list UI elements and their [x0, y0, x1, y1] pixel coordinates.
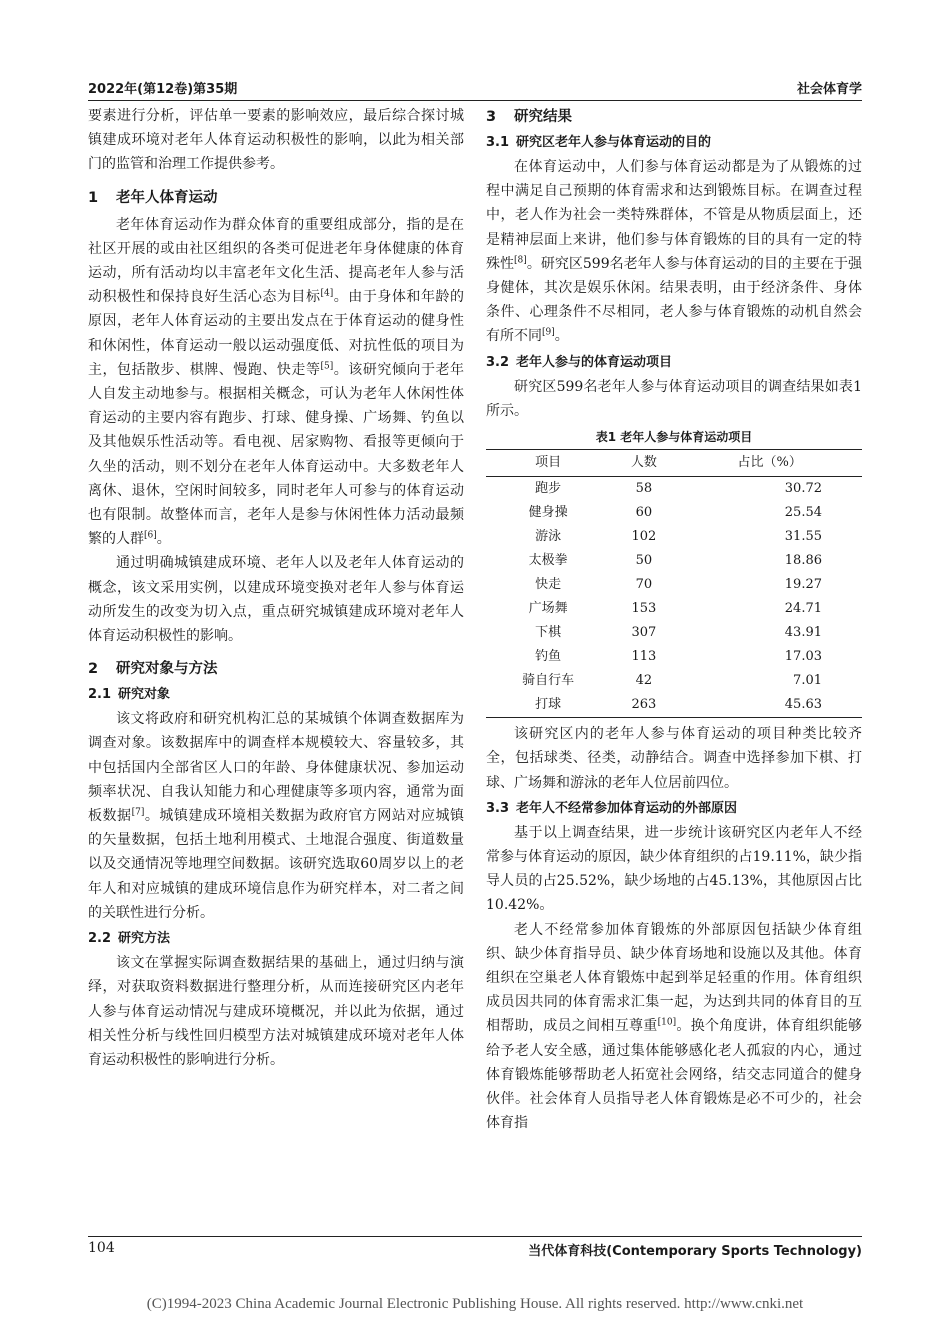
cell-item: 太极拳 [528, 553, 568, 569]
table-caption: 表1 老年人参与体育运动项目 [595, 430, 753, 445]
cell-count: 70 [635, 577, 653, 593]
cell-count: 102 [631, 529, 657, 545]
section-3-2-paragraph: 研究区599名老年人参与体育运动项目的调查结果如表1所示。 [486, 378, 862, 419]
cell-item: 下棋 [535, 625, 562, 641]
cell-item: 快走 [535, 577, 562, 593]
left-column [88, 104, 464, 1072]
running-header [88, 78, 862, 101]
section-name: 社会体育学 [796, 82, 862, 97]
citation: [10] [657, 1017, 677, 1028]
cell-item: 广场舞 [528, 601, 568, 617]
cell-count: 263 [631, 697, 657, 713]
cell-item: 骑自行车 [522, 673, 575, 689]
citation: [8] [514, 255, 527, 266]
cell-count: 153 [631, 601, 657, 617]
journal-name: 当代体育科技(Contemporary Sports Technology) [528, 1244, 862, 1259]
section-2-2-paragraph: 该文在掌握实际调查数据结果的基础上，通过归纳与演绎，对获取资料数据进行整理分析，从而连接研究区内老年人参与体育运动情况与建成环境概况，并以此为依据，通过相关性分析与线性回归模型方法对城镇建成环境对老年人体育运动积极性的影响进行分析。 [88, 955, 464, 1068]
right-column [486, 104, 862, 1135]
table-row [486, 477, 862, 502]
table-row [486, 501, 862, 525]
cell-percent: 7.01 [793, 673, 822, 689]
cell-percent: 19.27 [784, 577, 822, 593]
cell-count: 50 [635, 553, 653, 569]
cell-item: 打球 [535, 697, 562, 713]
cell-percent: 30.72 [784, 481, 822, 497]
table-row [486, 573, 862, 597]
sports-table [486, 449, 862, 718]
cell-count: 58 [635, 481, 653, 497]
section-3-heading: 3 研究结果 [486, 109, 572, 125]
cell-count: 307 [631, 625, 657, 641]
cell-item: 钓鱼 [535, 649, 562, 665]
citation: [7] [131, 807, 145, 818]
cell-percent: 17.03 [784, 649, 822, 665]
section-1-heading: 1 老年人体育运动 [88, 189, 218, 206]
column-header-percent: 占比（%） [677, 450, 862, 477]
citation: [4] [320, 288, 334, 299]
table-row [486, 525, 862, 549]
section-3-3-paragraph-2: 老人不经常参加体育锻炼的外部原因包括缺少体育组织、缺少体育指导员、缺少体育场地和设施以及其他。体育组织在空巢老人体育锻炼中起到举足轻重的作用。体育组织成员因共同的体育需求汇集一起，为达到共同的体育目的互相帮助，成员之间相互尊重[10]。换个角度讲，体育组织能够给予老人安全感，通过集体能够感化老人孤寂的内心，通过体育锻炼能够帮助老人拓宽社会网络，结交志同道合的健身伙伴。社会体育人员指导老人体育锻炼是必不可少的，社会体育指 [486, 921, 863, 1132]
table-header-row [486, 450, 862, 477]
table-row [486, 669, 862, 693]
copyright-notice: (C)1994-2023 China Academic Journal Electronic Publishing House. All rights reserved. http://www.cnki.net [146, 1296, 804, 1312]
cell-count: 42 [635, 673, 653, 689]
table-row [486, 597, 862, 621]
section-1-paragraph-1: 老年体育运动作为群众体育的重要组成部分，指的是在社区开展的或由社区组织的各类可促进老年身体健康的体育运动，所有活动均以丰富老年文化生活、提高老年人参与活动积极性和保持良好生活心态为目标[4]。由于身体和年龄的原因，老年人体育运动的主要出发点在于体育运动的健身性和休闲性，体育运动一般以运动强度低、对抗性低的项目为主，包括散步、棋牌、慢跑、快走等[5]。该研究倾向于老年人自发主动地参与。根据相关概念，可认为老年人休闲性体育运动的主要内容有跑步、打球、健身操、广场舞、钓鱼以及其他娱乐性活动等。看电视、居家购物、看报等更倾向于久坐的活动，则不划分在老年人体育运动中。大多数老年人离休、退休，空闲时间较多，同时老年人可参与的体育运动也有限制。故整体而言，老年人是参与休闲性体力活动最频繁的人群[6]。 [88, 216, 465, 548]
cell-percent: 25.54 [784, 505, 822, 521]
table-row [486, 645, 862, 669]
page-number: 104 [88, 1240, 115, 1256]
column-header-item: 项目 [486, 450, 610, 477]
table-row [486, 693, 862, 718]
section-2-1-heading: 2.1 研究对象 [88, 687, 171, 703]
cell-percent: 45.63 [784, 697, 822, 713]
section-3-1-heading: 3.1 研究区老年人参与体育运动的目的 [486, 135, 712, 150]
section-3-3-paragraph-1: 基于以上调查结果，进一步统计该研究区内老年人不经常参与体育运动的原因，缺少体育组织的占19.11%，缺少指导人员的占25.52%，缺少场地的占45.13%，其他原因占比10.42%。 [486, 824, 862, 914]
intro-continuation: 要素进行分析，评估单一要素的影响效应，最后综合探讨城镇建成环境对老年人体育运动积极性的影响，以此为相关部门的监管和治理工作提供参考。 [88, 108, 464, 173]
section-3-2-heading: 3.2 老年人参与的体育运动项目 [486, 354, 673, 370]
section-2-2-heading: 2.2 研究方法 [88, 931, 171, 947]
table-row [486, 621, 862, 645]
citation: [9] [542, 327, 555, 338]
section-3-2-paragraph-2: 该研究区内的老年人参与体育运动的项目种类比较齐全，包括球类、径类，动静结合。调查中选择参加下棋、打球、广场舞和游泳的老年人位居前四位。 [486, 726, 862, 791]
cell-item: 游泳 [535, 529, 562, 545]
cell-count: 113 [631, 649, 657, 665]
section-2-heading: 2 研究对象与方法 [88, 661, 218, 678]
cell-percent: 24.71 [784, 601, 822, 617]
section-1-paragraph-2: 通过明确城镇建成环境、老年人以及老年人体育运动的概念，该文采用实例，以建成环境变换对老年人参与体育运动所发生的改变为切入点，重点研究城镇建成环境对老年人体育运动积极性的影响。 [88, 555, 464, 645]
section-3-3-heading: 3.3 老年人不经常参加体育运动的外部原因 [486, 800, 738, 816]
cell-percent: 43.91 [784, 625, 822, 641]
cell-item: 跑步 [535, 481, 562, 497]
citation: [6] [144, 530, 157, 541]
issue-info: 2022年(第12卷)第35期 [88, 82, 238, 97]
cell-percent: 31.55 [784, 529, 822, 545]
cell-percent: 18.86 [784, 553, 822, 569]
cell-count: 60 [635, 505, 653, 521]
section-2-1-paragraph: 该文将政府和研究机构汇总的某城镇个体调查数据库为调查对象。该数据库中的调查样本规模较大、容量较多，其中包括国内全部省区人口的年龄、身体健康状况、参加运动频率状况、自我认知能力和心理健康等多项内容，通常为面板数据[7]。城镇建成环境相关数据为政府官方网站对应城镇的矢量数据，包括土地利用模式、土地混合强度、街道数量以及交通情况等地理空间数据。该研究选取60周岁以上的老年人和对应城镇的建成环境信息作为研究样本，对二者之间的关联性进行分析。 [88, 711, 465, 921]
citation: [5] [320, 361, 334, 372]
column-header-count: 人数 [610, 450, 677, 477]
table-row [486, 549, 862, 573]
page-footer [88, 1236, 862, 1261]
section-3-1-paragraph: 在体育运动中，人们参与体育运动都是为了从锻炼的过程中满足自己预期的体育需求和达到锻炼目标。在调查过程中，老人作为社会一类特殊群体，不管是从物质层面上，还是精神层面上来讲，他们参与体育锻炼的目的具有一定的特殊性[8]。研究区599名老年人参与体育运动的目的主要在于强身健体，其次是娱乐休闲。结果表明，由于经济条件、身体条件、心理条件不尽相同，老人参与体育锻炼的动机自然会有所不同[9]。 [486, 159, 862, 345]
cell-item: 健身操 [528, 505, 568, 521]
